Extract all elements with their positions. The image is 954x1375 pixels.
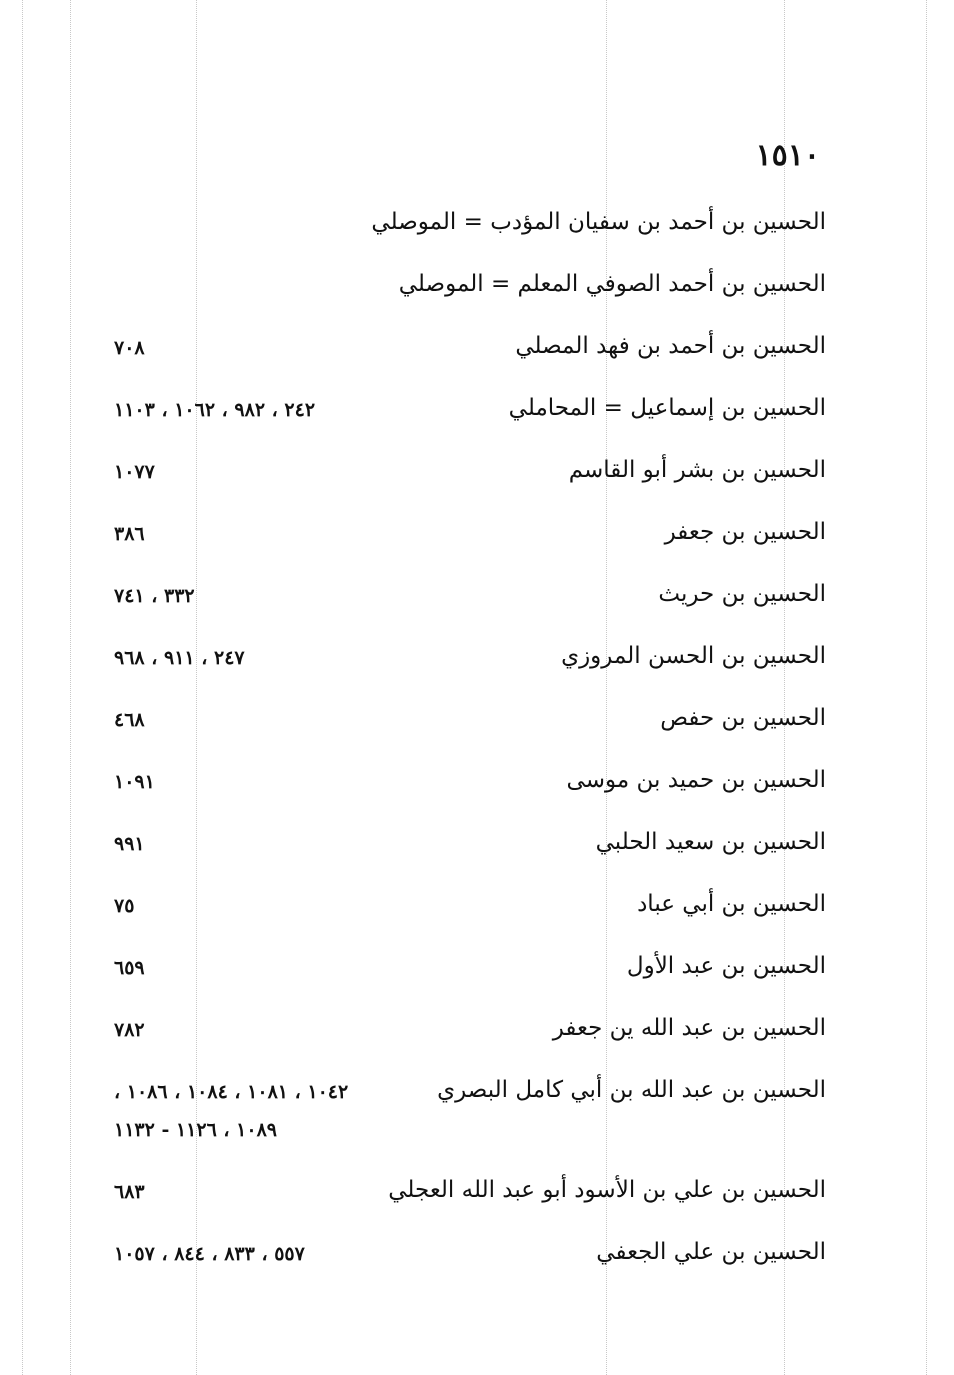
scan-guide-line [926,0,927,1375]
index-entry [114,1173,826,1235]
entry-name: الحسين بن علي الجعفي [596,1239,826,1265]
entry-name: الحسين بن حفص [660,705,826,731]
index-entry [114,701,826,763]
entry-name: الحسين بن الحسن المروزي [561,643,826,669]
index-entry [114,887,826,949]
entry-page-refs: ٦٨٣ [114,1181,145,1203]
entry-page-refs: ٧٨٢ [114,1019,145,1041]
index-entry [114,577,826,639]
entry-name: الحسين بن إسماعيل = المحاملي [508,395,826,421]
entry-name: الحسين بن أحمد بن فهد المصلي [515,333,826,359]
page-number: ١٥١٠ [755,138,820,173]
index-entry [114,329,826,391]
entry-page-refs: ١٠٩١ [114,771,155,793]
entry-name: الحسين بن أحمد بن سفيان المؤدب = الموصلي [371,209,826,235]
index-entry [114,391,826,453]
index-entry [114,1011,826,1073]
entry-name: الحسين بن بشر أبو القاسم [568,457,826,483]
entry-page-refs: ١٠٧٧ [114,461,155,483]
entry-name: الحسين بن عبد الله بن أبي كامل البصري [437,1077,826,1103]
entry-name: الحسين بن سعيد الحلبي [595,829,826,855]
index-entry [114,1235,826,1297]
index-entry [114,949,826,1011]
entry-page-refs: ٦٥٩ [114,957,145,979]
entry-page-refs: ٣٨٦ [114,523,145,545]
entry-name: الحسين بن أحمد الصوفي المعلم = الموصلي [398,271,826,297]
index-entry [114,1073,826,1173]
index-entry [114,205,826,267]
entry-name: الحسين بن حريث [658,581,826,607]
entry-name: الحسين بن عبد الله ين جعفر [552,1015,826,1041]
entry-name: الحسين بن أبي عباد [637,891,826,917]
entry-page-refs-continued: ١٠٨٩ ، ١١٢٦ - ١١٣٢ [114,1119,277,1141]
entry-name: الحسين بن عبد الأول [626,953,826,979]
entry-page-refs: ٩٩١ [114,833,145,855]
entry-page-refs: ٧٥ [114,895,135,917]
entry-page-refs: ٧٠٨ [114,337,145,359]
index-entries-list [114,205,826,1297]
index-entry [114,639,826,701]
entry-page-refs: ١٠٤٢ ، ١٠٨١ ، ١٠٨٤ ، ١٠٨٦ ، [114,1081,349,1103]
entry-name: الحسين بن حميد بن موسى [566,767,826,793]
index-entry [114,267,826,329]
entry-page-refs: ٥٥٧ ، ٨٣٣ ، ٨٤٤ ، ١٠٥٧ [114,1243,305,1265]
index-entry [114,515,826,577]
index-entry [114,453,826,515]
entry-page-refs: ٣٣٢ ، ٧٤١ [114,585,195,607]
entry-name: الحسين بن علي بن الأسود أبو عبد الله العجلي [388,1177,826,1203]
entry-page-refs: ٤٦٨ [114,709,145,731]
scan-guide-line [22,0,23,1375]
entry-page-refs: ٢٤٢ ، ٩٨٢ ، ١٠٦٢ ، ١١٠٣ [114,399,316,421]
index-entry [114,763,826,825]
entry-name: الحسين بن جعفر [664,519,826,545]
entry-page-refs: ٢٤٧ ، ٩١١ ، ٩٦٨ [114,647,245,669]
scan-guide-line [70,0,71,1375]
index-entry [114,825,826,887]
